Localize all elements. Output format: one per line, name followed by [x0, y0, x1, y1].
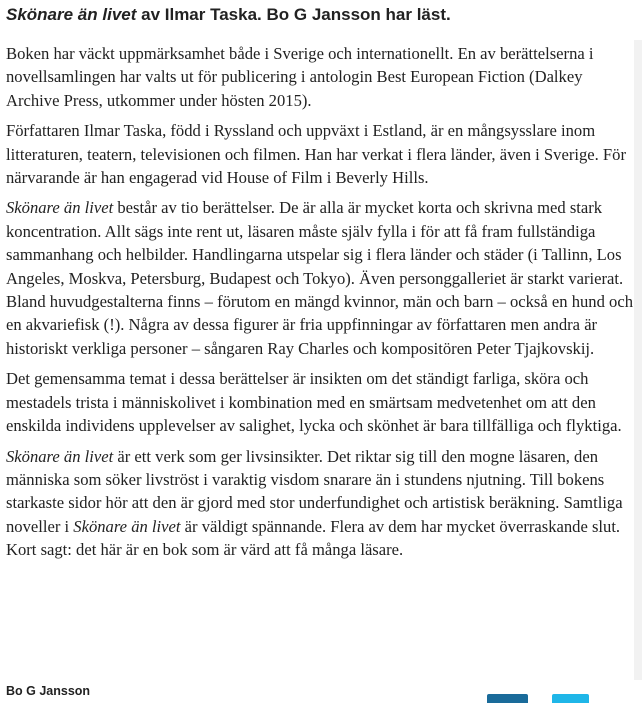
heading-byline: av Ilmar Taska. Bo G Jansson har läst. [136, 5, 451, 24]
paragraph-2: Författaren Ilmar Taska, född i Ryssland och uppväxt i Estland, är en mångsysslare inom litteraturen, teatern, televisionen och filmen. Han har verkat i flera länder, även i Sverige. För närvarande är han engagerad vid House of Film i Beverly Hills. [6, 121, 626, 188]
paragraph-5 [6, 445, 636, 562]
book-title-inline: Skönare än livet [6, 446, 114, 466]
paragraph-3-text: består av tio berättelser. De är alla är mycket korta och skrivna med stark koncentration. Allt sägs inte rent ut, läsaren måste själv fylla i för att få fram fullständiga sammanhang och helbilder. Handlingarna utspelar sig i flera länder och städer (i Tallinn, Los Angeles, Moskva, Petersburg, Budapest och Tokyo). Även personggalleriet är starkt varierat. Bland huvudgestalterna finns – förutom en mängd kvinnor, män och barn – också en hund och en akvariefisk (!). Några av dessa figurer är fria uppfinningar av författaren men andra är historiskt verkliga personer – sångaren Ray Charles och kompositören Peter Tjajkovskij. [6, 198, 633, 358]
paragraph-4: Det gemensamma temat i dessa berättelser är insikten om det ständigt farliga, sköra och mestadels trista i människolivet i kombination med en smärtsam medvetenhet om att den enskilda individens upplevelser av salighet, lycka och skönhet är bara tillfälliga och flyktiga. [6, 369, 622, 436]
twitter-share-button[interactable] [552, 694, 589, 703]
paragraph-5-text-end: är väldigt spännande. Flera av dem har mycket överraskande slut. Kort sagt: det här är en bok som är värd att få många läsare. [6, 516, 621, 560]
article-heading [6, 4, 451, 26]
author-name: Bo G Jansson [6, 684, 91, 698]
book-title: Skönare än livet [6, 5, 137, 24]
paragraph-3 [6, 196, 636, 360]
article-body [6, 42, 636, 569]
book-title-inline: Skönare än livet [73, 516, 181, 536]
book-title-inline: Skönare än livet [6, 198, 114, 218]
linkedin-share-button[interactable] [487, 694, 528, 703]
paragraph-5-text: är ett verk som ger livsinsikter. Det riktar sig till den mogne läsaren, den människa som söker livströst i varaktig visdom snarare än i stundens njutning. Till bokens starkaste sidor hör att den är gjord med stor underfundighet och artistisk beräkning. Samtliga noveller i [6, 446, 623, 536]
paragraph-1: Boken har väckt uppmärksamhet både i Sverige och internationellt. En av berättelserna i novellsamlingen har valts ut för publicering i antologin Best European Fiction (Dalkey Archive Press, utkommer under hösten 2015). [6, 44, 594, 110]
